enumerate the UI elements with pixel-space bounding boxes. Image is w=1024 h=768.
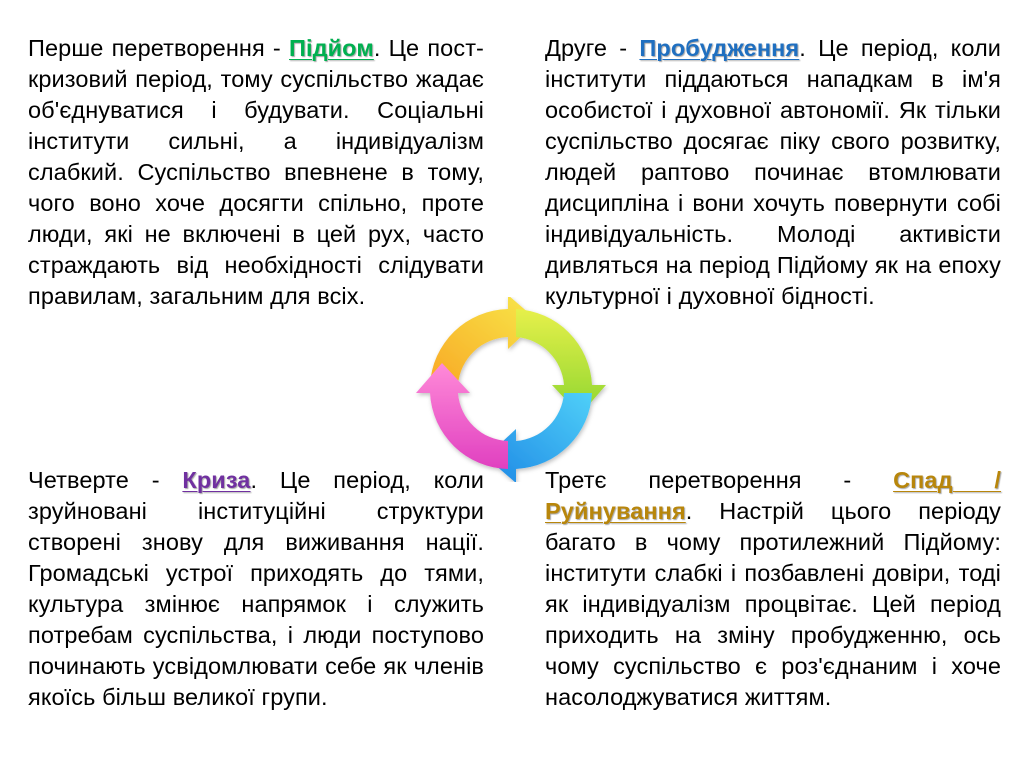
quadrant-awakening	[545, 33, 1001, 312]
unraveling-keyword: Спад / Руйнування	[545, 467, 1001, 524]
awakening-keyword: Пробудження	[639, 35, 800, 61]
arrow-segment-left	[416, 363, 508, 469]
rise-keyword: Підйом	[289, 35, 374, 61]
unraveling-text: . Настрій цього періоду багато в чому протилежний Підйому: інститути слабкі і позбавлені довіри, тоді як індивідуалізм процвітає. Цей період приходить на зміну пробудженню, ось чому суспільство є роз'єднаним і хоче насолоджуватися життям.	[545, 498, 1001, 710]
quadrant-crisis	[28, 465, 484, 713]
unraveling-intro: Третє перетворення -	[545, 467, 894, 493]
awakening-intro: Друге -	[545, 35, 640, 61]
rise-text: . Це пост-кризовий період, тому суспільство жадає об'єднуватися і будувати. Соціальні інститути сильні, а індивідуалізм слабкий. Суспільство впевнене в тому, чого воно хоче досягти спільно, проте люди, які не включені в цей рух, часто страждають від необхідності слідувати правилам, загальним для всіх.	[28, 35, 484, 309]
quadrant-unraveling	[545, 465, 1001, 713]
crisis-text: . Це період, коли зруйновані інституційні структури створені знову для виживання нації. Громадські устрої приходять до тями, культура змінює напрямок і служить потребам суспільства, і люди поступово починають усвідомлювати себе як членів якоїсь більш великої групи.	[28, 467, 484, 710]
crisis-keyword: Криза	[182, 467, 251, 493]
awakening-text: . Це період, коли інститути піддаються нападкам в ім'я особистої і духовної автономії. Як тільки суспільство досягає піку свого розвитку, людей раптово починає втомлювати дисципліна і вони хочуть повернути собі індивідуальність. Молоді активісти дивляться на період Підйому як на епоху культурної і духовної бідності.	[545, 35, 1002, 309]
crisis-intro: Четверте -	[28, 467, 183, 493]
arrow-segment-right	[516, 309, 606, 415]
rise-intro: Перше перетворення -	[28, 35, 289, 61]
arrow-segment-bottom	[486, 393, 592, 482]
quadrant-rise	[28, 33, 484, 312]
cycle-arrows-icon	[410, 297, 610, 482]
